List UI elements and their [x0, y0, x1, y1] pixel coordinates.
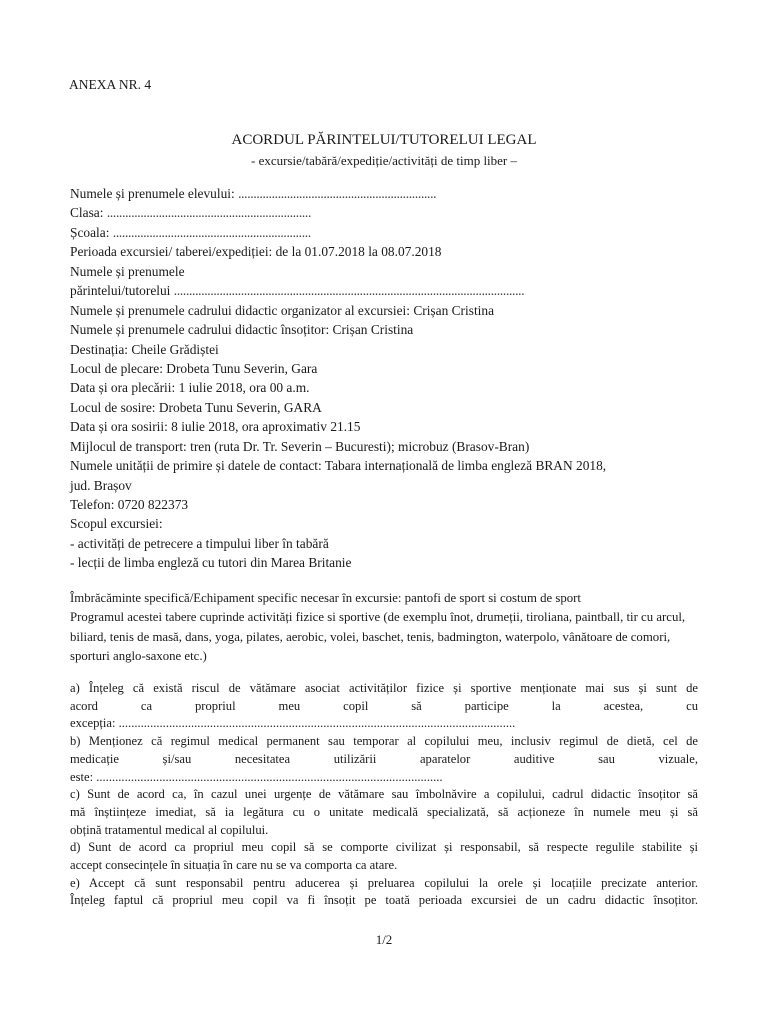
clause-c-line: mă înștiințeze imediat, să ia legătura cu o unitate medicală specializată, să acționeze în numele meu și să — [70, 804, 698, 819]
field-value: 8 iulie 2018, ora aproximativ 21.15 — [171, 419, 361, 435]
field-blank: ................................................................. — [238, 186, 437, 201]
field-label: Numele și prenumele — [70, 263, 185, 279]
equipment-section — [70, 589, 700, 666]
field-label: Numele și prenumele cadrului didactic însoțitor: — [70, 322, 333, 338]
field-label: Telefon: — [70, 497, 118, 512]
clause-e-line: Înțeleg faptul că propriul meu copil va fi însoțit pe toată perioada excursiei de un cadru didactic însoțitor. — [70, 893, 698, 908]
document-title: ACORDUL PĂRINTELUI/TUTORELUI LEGAL — [231, 132, 537, 148]
form-field-line — [70, 378, 700, 397]
form-field-line — [70, 437, 700, 456]
clause-d-line: d) Sunt de acord ca propriul meu copil să se comporte civilizat și responsabil, să respecte regulile stabilite și — [70, 840, 698, 855]
program-text: Programul acestei tabere cuprinde activități fizice si sportive (de exemplu înot, drumeții, tiroliana, paintball, tir cu arcul, biliard, tenis de masă, dans, yoga, pilates, aerobic, volei, baschet, tenis, badmington, waterpolo, vânătoare de comori, sporturi anglo-saxone etc.) — [70, 610, 686, 663]
form-fields — [70, 184, 700, 573]
clause-a-line: a) Înțeleg că există riscul de vătămare asociat activităților fizice și sportive menționate mai sus și sunt de — [70, 681, 698, 695]
field-value: Drobeta Tunu Severin, Gara — [166, 360, 318, 376]
form-field-line — [70, 476, 700, 495]
page-number: 1/2 — [375, 932, 393, 947]
form-field-line — [70, 553, 700, 572]
field-label: Destinația: — [70, 341, 132, 357]
annex-label: ANEXA NR. 4 — [69, 77, 152, 92]
field-value: tren (ruta Dr. Tr. Severin – Bucuresti); microbuz (Brasov-Bran) — [190, 438, 530, 454]
field-value: jud. Brașov — [70, 477, 132, 493]
clause-a-line: acord ca propriul meu copil să participe la acestea, cu — [70, 698, 698, 713]
field-label: Mijlocul de transport: — [70, 438, 191, 454]
field-label: Perioada excursiei/ taberei/expediției: — [70, 244, 276, 260]
field-blank: ................................................................. — [112, 224, 311, 240]
field-value: 0720 822373 — [117, 497, 189, 512]
field-label: Clasa: — [70, 205, 107, 221]
form-field-line — [70, 184, 700, 203]
form-field-line — [70, 417, 700, 436]
clause-b-line: b) Menționez că regimul medical permanent sau temporar al copilului meu, inclusiv regimul de dietă, cel de — [70, 734, 698, 749]
form-field-line — [70, 340, 700, 359]
form-field-line — [70, 320, 700, 339]
field-blank: ................................................................................................................... — [173, 283, 525, 299]
field-value: Cheile Grădiștei — [131, 341, 219, 357]
field-value: Tabara internațională de limba engleză BRAN 2018, — [324, 458, 607, 474]
clause-c-line: obțină tratamentul medical al copilului. — [70, 822, 269, 837]
document-subtitle: - excursie/tabără/expediție/activități de timp liber – — [250, 153, 518, 168]
field-label: Școala: — [70, 224, 113, 240]
form-field-line — [70, 203, 700, 222]
form-field-line — [70, 398, 700, 417]
field-label: părintelui/tutorelui — [70, 283, 174, 299]
field-label: Data și ora plecării: — [70, 380, 179, 396]
field-value: - activități de petrecere a timpului liber în tabără — [70, 535, 329, 551]
field-label: Numele și prenumele elevului: — [70, 186, 239, 201]
field-label: Numele unității de primire și datele de contact: — [70, 458, 325, 474]
field-label: Locul de plecare: — [70, 360, 167, 376]
form-field-line — [70, 301, 700, 320]
clause-a-line: excepția: .............................................................................................................................. — [70, 716, 516, 731]
field-value: Drobeta Tunu Severin, GARA — [158, 399, 322, 415]
clause-d-line: accept consecințele în situația în care nu se va comporta ca atare. — [70, 858, 398, 873]
form-field-line — [70, 495, 700, 514]
form-field-line — [70, 359, 700, 378]
field-label: Numele și prenumele cadrului didactic organizator al excursiei: — [70, 302, 414, 318]
field-blank: ................................................................... — [106, 205, 312, 221]
equipment-text: Îmbrăcăminte specifică/Echipament specific necesar în excursie: pantofi de sport si costum de sport — [70, 591, 581, 605]
field-label: Locul de sosire: — [70, 399, 159, 415]
form-field-line — [70, 242, 700, 261]
form-field-line — [70, 262, 700, 281]
clause-b-line: medicație și/sau necesitatea utilizării aparatelor auditive sau vizuale, — [70, 751, 698, 766]
form-field-line — [70, 456, 700, 475]
field-value: Crișan Cristina — [413, 302, 495, 318]
clause-c-line: c) Sunt de acord ca, în cazul unei urgențe de vătămare sau îmbolnăvire a copilului, cadrul didactic însoțitor să — [70, 787, 698, 802]
clause-b-line: este: .............................................................................................................. — [70, 769, 443, 784]
field-label: Scopul excursiei: — [70, 516, 163, 532]
form-field-line — [70, 281, 700, 300]
form-field-line — [70, 514, 700, 533]
form-field-line — [70, 223, 700, 242]
form-field-line — [70, 534, 700, 553]
clause-e-line: e) Accept că sunt responsabil pentru aducerea și preluarea copilului la orele și locațiile precizate anterior. — [70, 875, 698, 890]
consent-clauses — [70, 680, 698, 910]
field-value: Crișan Cristina — [332, 322, 414, 338]
field-label: Data și ora sosirii: — [70, 419, 172, 435]
field-value: - lecții de limba engleză cu tutori din Marea Britanie — [70, 555, 352, 571]
field-value: de la 01.07.2018 la 08.07.2018 — [275, 244, 442, 260]
field-value: 1 iulie 2018, ora 00 a.m. — [178, 380, 310, 396]
